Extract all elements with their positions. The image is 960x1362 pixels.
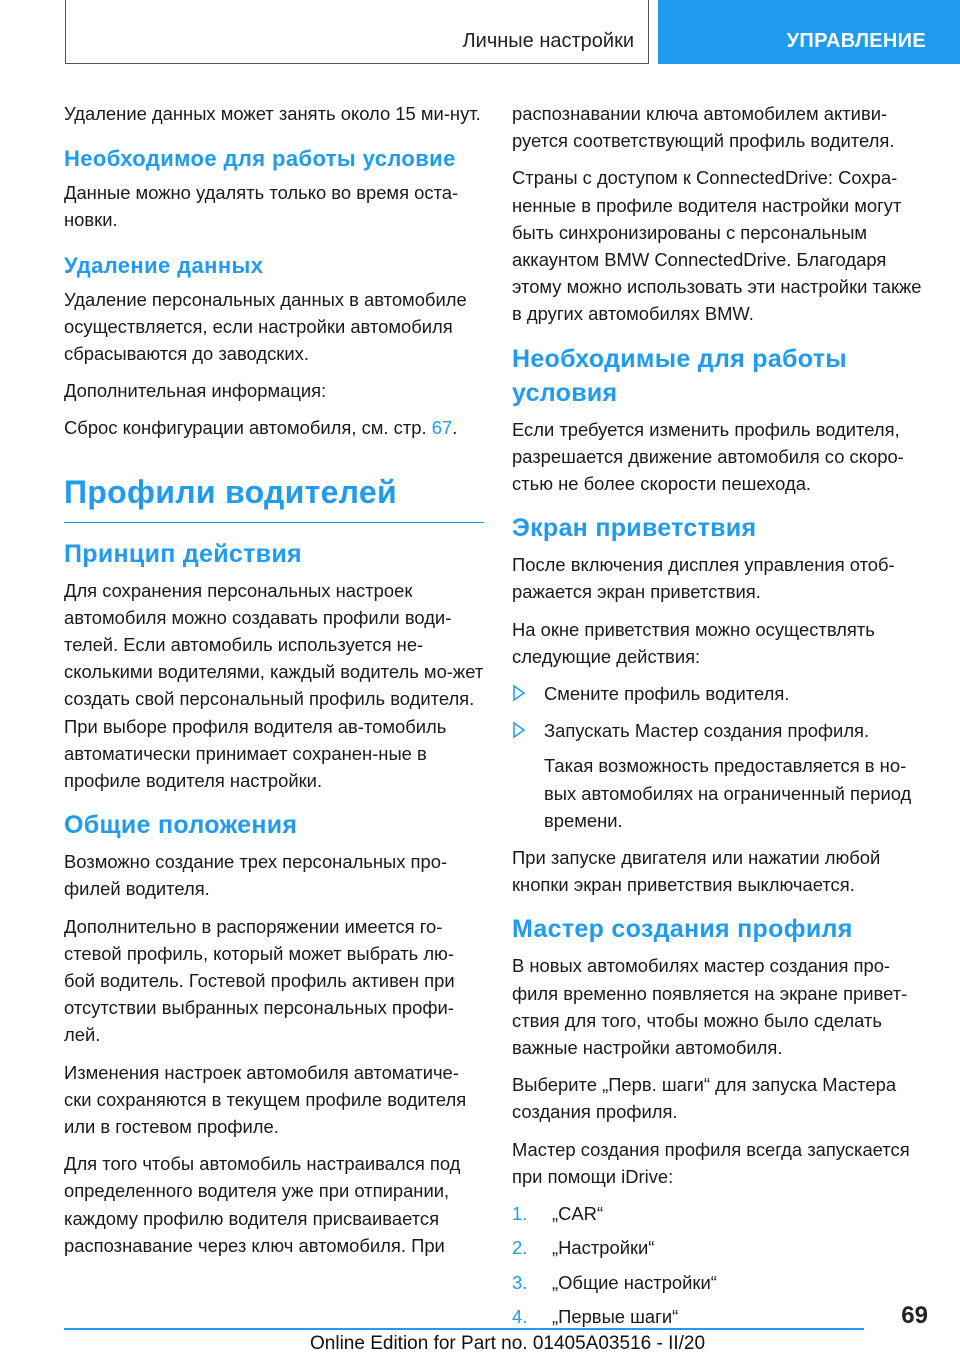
triangle-bullet-icon xyxy=(512,684,526,702)
reset-reference-text: Сброс конфигурации автомобиля, см. стр. xyxy=(64,417,427,439)
welcome-paragraph-3: При запуске двигателя или нажатии любой кнопки экран приветствия выключается. xyxy=(512,847,881,896)
continuation-paragraph: распознавании ключа автомобилем активи-руется соответствующий профиль водителя. xyxy=(512,103,895,152)
step-number: 3. xyxy=(512,1271,528,1293)
wizard-paragraph-1: В новых автомобилях мастер создания про-филя временно появляется на экране привет-ствия для того, чтобы можно было сделать важные настройки автомобиля. xyxy=(512,955,908,1059)
wizard-heading: Мастер создания профиля xyxy=(512,915,853,944)
list-item xyxy=(512,1200,928,1227)
welcome-screen-heading: Экран приветствия xyxy=(512,514,757,543)
principle-heading: Принцип действия xyxy=(64,539,302,568)
wizard-paragraph-2: Выберите „Перв. шаги“ для запуска Мастера создания профиля. xyxy=(512,1074,897,1123)
welcome-actions-list xyxy=(512,680,928,744)
list-item xyxy=(512,1269,928,1296)
requirement-heading: Необходимое для работы условие xyxy=(64,146,456,172)
reset-reference xyxy=(64,414,484,441)
reset-reference-end: . xyxy=(452,417,458,439)
general-heading: Общие положения xyxy=(64,811,298,840)
wizard-paragraph-3: Мастер создания профиля всегда запускается при помощи iDrive: xyxy=(512,1138,910,1187)
welcome-paragraph-1: После включения дисплея управления отоб-ражается экран приветствия. xyxy=(512,554,895,603)
connecteddrive-paragraph: Страны с доступом к ConnectedDrive: Сохра-ненные в профиле водителя настройки могут быть синхронизированы с персональным аккаунтом BMW ConnectedDrive. Благодаря этому можно использовать эти настройки также в других автомобилях BMW. xyxy=(512,167,922,325)
bullet-note: Такая возможность предоставляется в но-вых автомобилях на ограниченный период времени. xyxy=(544,755,912,831)
triangle-bullet-icon xyxy=(512,721,526,739)
deletion-heading: Удаление данных xyxy=(64,252,264,278)
step-text: „Настройки“ xyxy=(552,1237,655,1259)
list-item xyxy=(512,680,928,707)
left-column xyxy=(64,100,484,1269)
list-item xyxy=(512,1303,928,1330)
header-section-box xyxy=(658,0,960,64)
requirement-paragraph: Данные можно удалять только во время оста-новки. xyxy=(64,182,459,231)
list-item xyxy=(512,1234,928,1261)
deletion-paragraph: Удаление персональных данных в автомобиле осуществляется, если настройки автомобиля сбрасываются до заводских. xyxy=(64,288,467,365)
intro-paragraph: Удаление данных может занять около 15 ми-нут. xyxy=(64,103,481,124)
step-text: „CAR“ xyxy=(552,1203,604,1225)
header-chapter-title: Личные настройки xyxy=(462,30,634,52)
general-paragraph-4: Для того чтобы автомобиль настраивался под определенного водителя уже при отпирании, каждому профилю водителя присваивается распознавание через ключ автомобиля. При xyxy=(64,1153,461,1256)
general-paragraph-2: Дополнительно в распоряжении имеется го-стевой профиль, который может выбрать лю-бой водитель. Гостевой профиль активен при отсутствии выбранных персональных профи-лей. xyxy=(64,915,455,1046)
list-item xyxy=(512,717,928,744)
idrive-steps-list xyxy=(512,1200,928,1330)
step-number: 2. xyxy=(512,1237,528,1259)
right-column xyxy=(512,100,928,1337)
step-number: 1. xyxy=(512,1203,528,1225)
footer-divider xyxy=(64,1328,864,1330)
header-section-title: УПРАВЛЕНИЕ xyxy=(786,30,926,52)
more-info-label: Дополнительная информация: xyxy=(64,380,327,402)
principle-paragraph: Для сохранения персональных настроек автомобиля можно создавать профили води-телей. Если автомобиль используется не-сколькими водителями, каждый водитель мо-жет создать свой персональный профиль водителя. При выборе профиля водителя ав-томобиль автоматически принимает сохранен-ные в профиле водителя настройки. xyxy=(64,579,484,792)
list-item-text: Смените профиль водителя. xyxy=(544,683,790,705)
page-link-67[interactable]: 67 xyxy=(431,417,453,439)
general-paragraph-3: Изменения настроек автомобиля автоматиче-ски сохраняются в текущем профиле водителя или в гостевом профиле. xyxy=(64,1061,467,1138)
welcome-paragraph-2: На окне приветствия можно осуществлять следующие действия: xyxy=(512,618,875,667)
general-paragraph-1: Возможно создание трех персональных про-филей водителя. xyxy=(64,851,448,900)
conditions-paragraph: Если требуется изменить профиль водителя, разрешается движение автомобиля со скоро-стью не более скорости пешехода. xyxy=(512,418,904,495)
footer-edition: Online Edition for Part no. 01405A03516 - II/20 xyxy=(310,1333,706,1354)
step-number: 4. xyxy=(512,1305,528,1327)
step-text: „Первые шаги“ xyxy=(552,1305,679,1327)
page-number: 69 xyxy=(901,1302,928,1329)
step-text: „Общие настройки“ xyxy=(552,1271,717,1293)
header-chapter-box xyxy=(65,0,649,64)
conditions-heading: Необходимые для работы условия xyxy=(512,344,847,407)
list-item-text: Запускать Мастер создания профиля. xyxy=(544,720,870,742)
profiles-section-title: Профили водителей xyxy=(64,472,484,523)
